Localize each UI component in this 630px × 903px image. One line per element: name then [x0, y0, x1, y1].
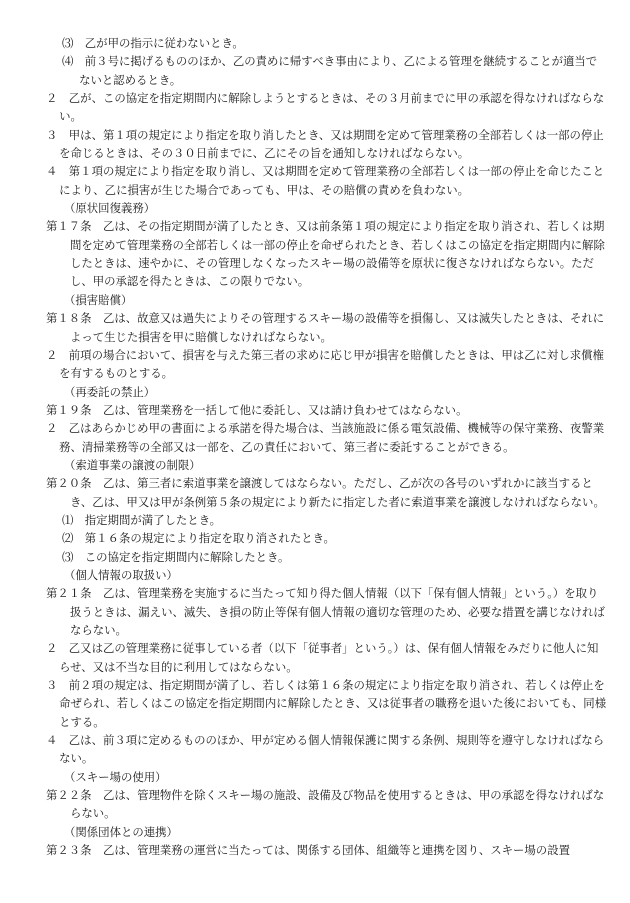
item-2: ⑵ 第１６条の規定により指定を取り消されたとき。: [62, 531, 335, 546]
section-heading: （原状回復義務）: [64, 201, 156, 216]
section-heading: （スキー場の使用）: [64, 769, 167, 784]
item-3: ⑶ 乙が甲の指示に従わないとき。: [62, 36, 244, 50]
article-21: 第２１条 乙は、管理業務を実施するに当たって知り得た個人情報（以下「保有個人情報」という。）を取り扱うときは、漏えい、滅失、き損の防止等保有個人情報の適切な管理のため、必要な措置を講じなければならない。: [46, 586, 605, 637]
article-20: 第２０条 乙は、第三者に索道事業を譲渡してはならない。ただし、乙が次の各号のいずれかに該当するとき、乙は、甲又は甲が条例第５条の規定により新たに指定した者に索道事業を譲渡しなければならない。: [46, 476, 605, 509]
article-18: 第１８条 乙は、故意又は過失によりその管理するスキー場の設備等を損傷し、又は滅失したときは、それによって生じた損害を甲に賠償しなければならない。: [46, 311, 605, 344]
section-heading: （個人情報の取扱い）: [64, 567, 178, 582]
item-4: ⑷ 前３号に掲げるもののほか、乙の責めに帰すべき事由により、乙による管理を継続することが適当でないと認めるとき。: [62, 54, 598, 87]
section-heading: （関係団体との連携）: [64, 824, 178, 839]
paragraph-2: ２ 乙はあらかじめ甲の書面による承諾を得た場合は、当該施設に係る電気設備、機械等の保守業務、夜警業務、清掃業務等の全部又は一部を、乙の責任において、第三者に委託することができる。: [46, 421, 605, 454]
paragraph-4: ４ 第１項の規定により指定を取り消し、又は期間を定めて管理業務の全部若しくは一部の停止を命じたことにより、乙に損害が生じた場合であっても、甲は、その賠償の責めを負わない。: [46, 164, 605, 197]
article-17: 第１７条 乙は、その指定期間が満了したとき、又は前条第１項の規定により指定を取り消され、若しくは期間を定めて管理業務の全部若しくは一部の停止を命ぜられたとき、若しくはこの協定を指定期間内に解除したときは、速やかに、その管理しなくなったスキー場の設備等を原状に復さなければならない。ただし、甲の承認を得たときは、この限りでない。: [46, 219, 605, 289]
paragraph-2: ２ 乙又は乙の管理業務に従事している者（以下「従事者」という。）は、保有個人情報をみだりに他人に知らせ、又は不当な目的に利用してはならない。: [46, 641, 599, 674]
section-heading: （再委託の禁止）: [64, 384, 156, 399]
section-heading: （索道事業の譲渡の制限）: [64, 457, 201, 472]
paragraph-4: ４ 乙は、前３項に定めるもののほか、甲が定める個人情報保護に関する条例、規則等を遵守しなければならない。: [46, 733, 605, 766]
section-heading: （損害賠償）: [64, 292, 133, 307]
item-1: ⑴ 指定期間が満了したとき。: [62, 512, 222, 527]
article-22: 第２２条 乙は、管理物件を除くスキー場の施設、設備及び物品を使用するときは、甲の承認を得なければならない。: [46, 788, 605, 821]
paragraph-2: ２ 乙が、この協定を指定期間内に解除しようとするときは、その３月前までに甲の承認を得なければならない。: [46, 91, 605, 124]
item-3: ⑶ この協定を指定期間内に解除したとき。: [62, 549, 290, 564]
article-23: 第２３条 乙は、管理業務の運営に当たっては、関係する団体、組織等と連携を図り、スキー場の設置: [46, 843, 570, 858]
paragraph-2: ２ 前項の場合において、損害を与えた第三者の求めに応じ甲が損害を賠償したときは、甲は乙に対し求償権を有するものとする。: [46, 347, 604, 381]
article-19: 第１９条 乙は、管理業務を一括して他に委託し、又は請け負わせてはならない。: [46, 402, 468, 417]
paragraph-3: ３ 甲は、第１項の規定により指定を取り消したとき、又は期間を定めて管理業務の全部若しくは一部の停止を命じるときは、その３０日前までに、乙にその旨を通知しなければならない。: [46, 127, 604, 161]
paragraph-3: ３ 前２項の規定は、指定期間が満了し、若しくは第１６条の規定により指定を取り消され、若しくは停止を命ぜられ、若しくはこの協定を指定期間内に解除したとき、又は従事者の職務を退いた後においても、同様とする。: [46, 678, 607, 729]
